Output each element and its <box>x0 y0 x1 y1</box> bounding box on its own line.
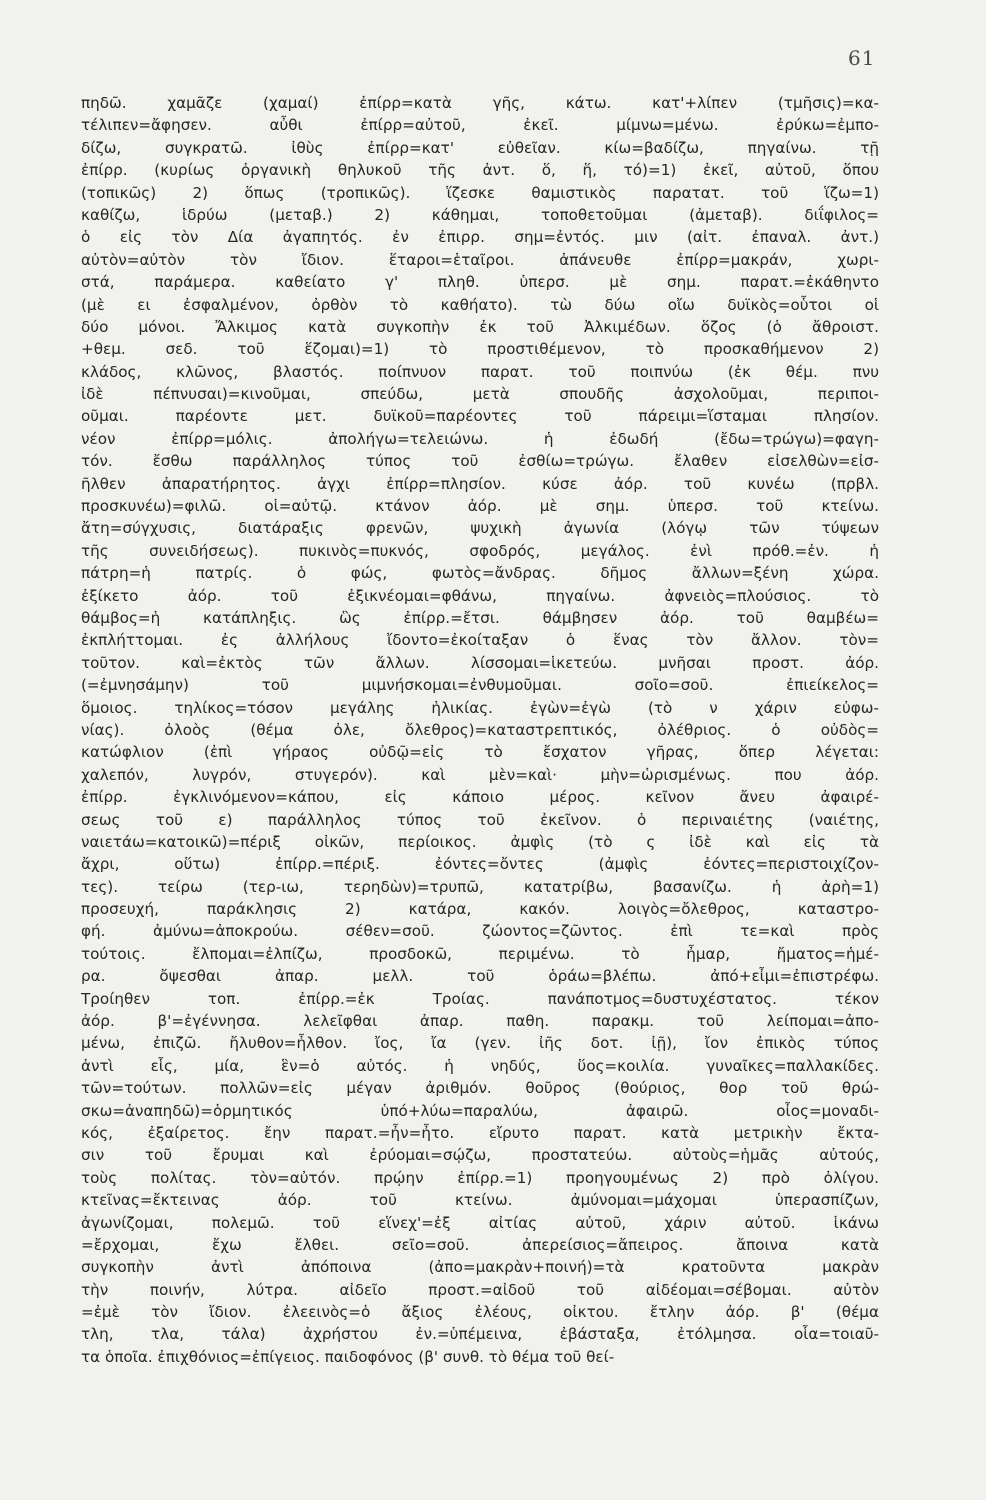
body-text <box>81 92 879 1368</box>
text-line: πάτρη=ἡ πατρίς. ὁ φώς, φωτὸς=ἄνδρας. δῆμος ἄλλων=ξένη χώρα. <box>81 564 879 583</box>
text-line: δίζω, συγκρατῶ. ἰθὺς ἐπίρρ=κατ' εὐθεῖαν. κίω=βαδίζω, πηγαίνω. τῇ <box>81 138 879 157</box>
text-line: τόν. ἔσθω παράλληλος τύπος τοῦ ἐσθίω=τρώγω. ἔλαθεν εἰσελθὼν=εἰσ- <box>81 452 879 471</box>
text-line: στά, παράμερα. καθείατο γ' πληθ. ὑπερσ. μὲ σημ. παρατ.=ἐκάθηντο <box>81 273 879 292</box>
text-line: ἀντὶ εἷς, μία, ἓν=ὁ αὐτός. ἡ νηδύς, ὕος=κοιλία. γυναῖκες=παλλακίδες. <box>81 1056 879 1075</box>
text-line: τῆς συνειδήσεως). πυκινὸς=πυκνός, σφοδρός, μεγάλος. ἐνὶ πρόθ.=ἐν. ἡ <box>81 541 879 560</box>
text-line: θάμβος=ἡ κατάπληξις. ὣς ἐπίρρ.=ἔτσι. θάμβησεν ἀόρ. τοῦ θαμβέω= <box>81 608 879 627</box>
text-line: ἐκπλήττομαι. ἐς ἀλλήλους ἴδοντο=ἐκοίταξαν ὁ ἕνας τὸν ἄλλον. τὸν= <box>81 631 879 650</box>
text-line: προσκυνέω)=φιλῶ. οἱ=αὐτῷ. κτάνον ἀόρ. μὲ σημ. ὑπερσ. τοῦ κτείνω. <box>81 497 879 516</box>
text-line: δύο μόνοι. Ἄλκιμος κατὰ συγκοπὴν ἐκ τοῦ Ἀλκιμέδων. ὅζος (ὁ ἄθροιστ. <box>81 317 879 336</box>
text-line: τλη, τλα, τάλα) ἀχρήστου ἐν.=ὑπέμεινα, ἐβάσταξα, ἐτόλμησα. οἷα=τοιαῦ- <box>81 1325 879 1344</box>
text-line: σεως τοῦ ε) παράλληλος τύπος τοῦ ἐκεῖνον. ὁ περιναιέτης (ναιέτης, <box>81 810 879 829</box>
text-line: (=ἐμνησάμην) τοῦ μιμνήσκομαι=ἐνθυμοῦμαι. σοῖο=σοῦ. ἐπιείκελος= <box>81 676 879 695</box>
text-line: τὴν ποινήν, λύτρα. αἰδεῖο προστ.=αἰδοῦ τοῦ αἰδέομαι=σέβομαι. αὐτὸν <box>81 1280 879 1299</box>
page-number: 61 <box>848 46 876 70</box>
text-line: νίας). ὀλοὸς (θέμα ὀλε, ὄλεθρος)=καταστρεπτικός, ὀλέθριος. ὁ οὐδὸς= <box>81 720 879 739</box>
text-line: τῶν=τούτων. πολλῶν=εἰς μέγαν ἀριθμόν. θοῦρος (θούριος, θορ τοῦ θρώ- <box>81 1079 879 1098</box>
text-line: ἐπίρρ. (κυρίως ὀργανικὴ θηλυκοῦ τῆς ἀντ. ὅ, ἥ, τό)=1) ἐκεῖ, αὐτοῦ, ὅπου <box>81 161 879 180</box>
text-line: ὅμοιος. τηλίκος=τόσον μεγάλης ἡλικίας. ἐγὼν=ἐγὼ (τὸ ν χάριν εὐφω- <box>81 698 879 717</box>
text-line: τα ὁποῖα. ἐπιχθόνιος=ἐπίγειος. παιδοφόνος (β' συνθ. τὸ θέμα τοῦ θεί- <box>81 1347 615 1366</box>
text-line: ἄχρι, οὕτω) ἐπίρρ.=πέριξ. ἐόντες=ὄντες (ἀμφὶς ἐόντες=περιστοιχίζον- <box>81 855 879 874</box>
text-line: τέλιπεν=ἄφησεν. αὖθι ἐπίρρ=αὐτοῦ, ἐκεῖ. μίμνω=μένω. ἐρύκω=ἐμπο- <box>81 116 879 135</box>
text-line: καθίζω, ἱδρύω (μεταβ.) 2) κάθημαι, τοποθετοῦμαι (ἀμεταβ). διΐφιλος= <box>81 205 879 224</box>
text-line: τες). τείρω (τερ-ιω, τερηδὼν)=τρυπῶ, κατατρίβω, βασανίζω. ἡ ἀρὴ=1) <box>81 877 879 896</box>
text-line: κτεῖνας=ἔκτεινας ἀόρ. τοῦ κτείνω. ἀμύνομαι=μάχομαι ὑπερασπίζων, <box>81 1191 879 1210</box>
text-line: πηδῶ. χαμᾶζε (χαμαί) ἐπίρρ=κατὰ γῆς, κάτω. κατ'+λίπεν (τμῆσις)=κα- <box>81 94 879 112</box>
text-line: κλάδος, κλῶνος, βλαστός. ποίπνυον παρατ. τοῦ ποιπνύω (ἐκ θέμ. πνυ <box>81 362 879 381</box>
text-line: ὁ εἰς τὸν Δία ἀγαπητός. ἐν ἐπιρρ. σημ=ἐντός. μιν (αἰτ. ἐπαναλ. ἀντ.) <box>81 228 879 247</box>
text-line: κατώφλιον (ἐπὶ γήραος οὐδῷ=εἰς τὸ ἔσχατον γῆρας, ὅπερ λέγεται: <box>81 743 879 762</box>
text-line: συγκοπὴν ἀντὶ ἀπόποινα (ἀπο=μακρὰν+ποινή)=τὰ κρατοῦντα μακρὰν <box>81 1258 879 1277</box>
text-line: προσευχή, παράκλησις 2) κατάρα, κακόν. λοιγὸς=ὄλεθρος, καταστρο- <box>81 900 879 919</box>
text-line: τοῦτον. καὶ=ἐκτὸς τῶν ἄλλων. λίσσομαι=ἱκετεύω. μνῆσαι προστ. ἀόρ. <box>81 653 879 672</box>
text-line: (τοπικῶς) 2) ὅπως (τροπικῶς). ἵζεσκε θαμιστικὸς παρατατ. τοῦ ἵζω=1) <box>81 183 879 202</box>
text-line: ἀόρ. β'=ἐγέννησα. λελεῖφθαι ἀπαρ. παθη. παρακμ. τοῦ λείπομαι=ἀπο- <box>81 1012 879 1031</box>
text-line: Τροίηθεν τοπ. ἐπίρρ.=ἐκ Τροίας. πανάποτμος=δυστυχέστατος. τέκον <box>81 989 879 1008</box>
text-line: =ἐμὲ τὸν ἴδιον. ἐλεεινὸς=ὁ ἄξιος ἐλέους, οἰκτου. ἔτλην ἀόρ. β' (θέμα <box>81 1303 879 1322</box>
text-line: ἐπίρρ. ἐγκλινόμενον=κάπου, εἰς κάποιο μέρος. κεῖνον ἄνευ ἀφαιρέ- <box>81 788 879 807</box>
text-line: ἰδὲ πέπνυσαι)=κινοῦμαι, σπεύδω, μετὰ σπουδῆς ἀσχολοῦμαι, περιποι- <box>81 385 879 404</box>
text-line: σιν τοῦ ἔρυμαι καὶ ἐρύομαι=σῴζω, προστατεύω. αὐτοὺς=ἡμᾶς αὐτούς, <box>81 1146 879 1165</box>
text-line: ἐξίκετο ἀόρ. τοῦ ἐξικνέομαι=φθάνω, πηγαίνω. ἀφνειὸς=πλούσιος. τὸ <box>81 586 879 605</box>
text-line: ἀγωνίζομαι, πολεμῶ. τοῦ εἵνεχ'=ἐξ αἰτίας αὐτοῦ, χάριν αὐτοῦ. ἱκάνω <box>81 1213 879 1232</box>
text-line: (μὲ ει ἐσφαλμένον, ὀρθὸν τὸ καθήατο). τὼ δύω οἴω δυϊκὸς=οὗτοι οἱ <box>81 295 879 314</box>
text-line: ἄτη=σύγχυσις, διατάραξις φρενῶν, ψυχικὴ ἀγωνία (λόγῳ τῶν τύψεων <box>81 519 879 538</box>
text-line: οῦμαι. παρέοντε μετ. δυϊκοῦ=παρέοντες τοῦ πάρειμι=ἵσταμαι πλησίον. <box>81 407 879 426</box>
text-line: φή. ἀμύνω=ἀποκρούω. σέθεν=σοῦ. ζώοντος=ζῶντος. ἐπὶ τε=καὶ πρὸς <box>81 922 879 941</box>
text-line: αὐτὸν=αὐτὸν τὸν ἴδιον. ἕταροι=ἑταῖροι. ἀπάνευθε ἐπίρρ=μακράν, χωρι- <box>81 250 879 269</box>
text-line: ῆλθεν ἀπαρατήρητος. ἀγχι ἐπίρρ=πλησίον. κύσε ἀόρ. τοῦ κυνέω (πρβλ. <box>81 474 879 493</box>
text-line: κός, ἐξαίρετος. ἔην παρατ.=ἦν=ἦτο. εἴρυτο παρατ. κατὰ μετρικὴν ἔκτα- <box>81 1123 879 1142</box>
text-line: τοὺς πολίτας. τὸν=αὐτόν. πρῴην ἐπίρρ.=1) προηγουμένως 2) πρὸ ὀλίγου. <box>81 1168 879 1187</box>
text-line: χαλεπόν, λυγρόν, στυγερόν). καὶ μὲν=καὶ· μὴν=ὡρισμένως. που ἀόρ. <box>81 765 879 784</box>
text-line: νέον ἐπίρρ=μόλις. ἀπολήγω=τελειώνω. ἡ ἐδωδή (ἔδω=τρώγω)=φαγη- <box>81 429 879 448</box>
text-line: μένω, ἐπιζῶ. ἤλυθον=ἦλθον. ἴος, ἴα (γεν. ἰῆς δοτ. ἰῇ), ἴον ἐπικὸς τύπος <box>81 1034 879 1053</box>
text-line: =ἔρχομαι, ἔχω ἔλθει. σεῖο=σοῦ. ἀπερείσιος=ἄπειρος. ἄποινα κατὰ <box>81 1235 879 1254</box>
text-line: ναιετάω=κατοικῶ)=πέριξ οἰκῶν, περίοικος. ἀμφὶς (τὸ ς ἰδὲ καὶ εἰς τὰ <box>81 832 879 851</box>
text-line: ρα. ὄψεσθαι ἀπαρ. μελλ. τοῦ ὁράω=βλέπω. ἀπό+εἶμι=ἐπιστρέφω. <box>81 967 879 986</box>
text-line: +θεμ. σεδ. τοῦ ἕζομαι)=1) τὸ προστιθέμενον, τὸ προσκαθήμενον 2) <box>81 340 879 359</box>
text-line: σκω=ἀναπηδῶ)=ὁρμητικός ὑπό+λύω=παραλύω, ἀφαιρῶ. οἶος=μοναδι- <box>81 1101 879 1120</box>
text-line: τούτοις. ἔλπομαι=ἐλπίζω, προσδοκῶ, περιμένω. τὸ ἦμαρ, ἤματος=ἡμέ- <box>81 944 879 963</box>
